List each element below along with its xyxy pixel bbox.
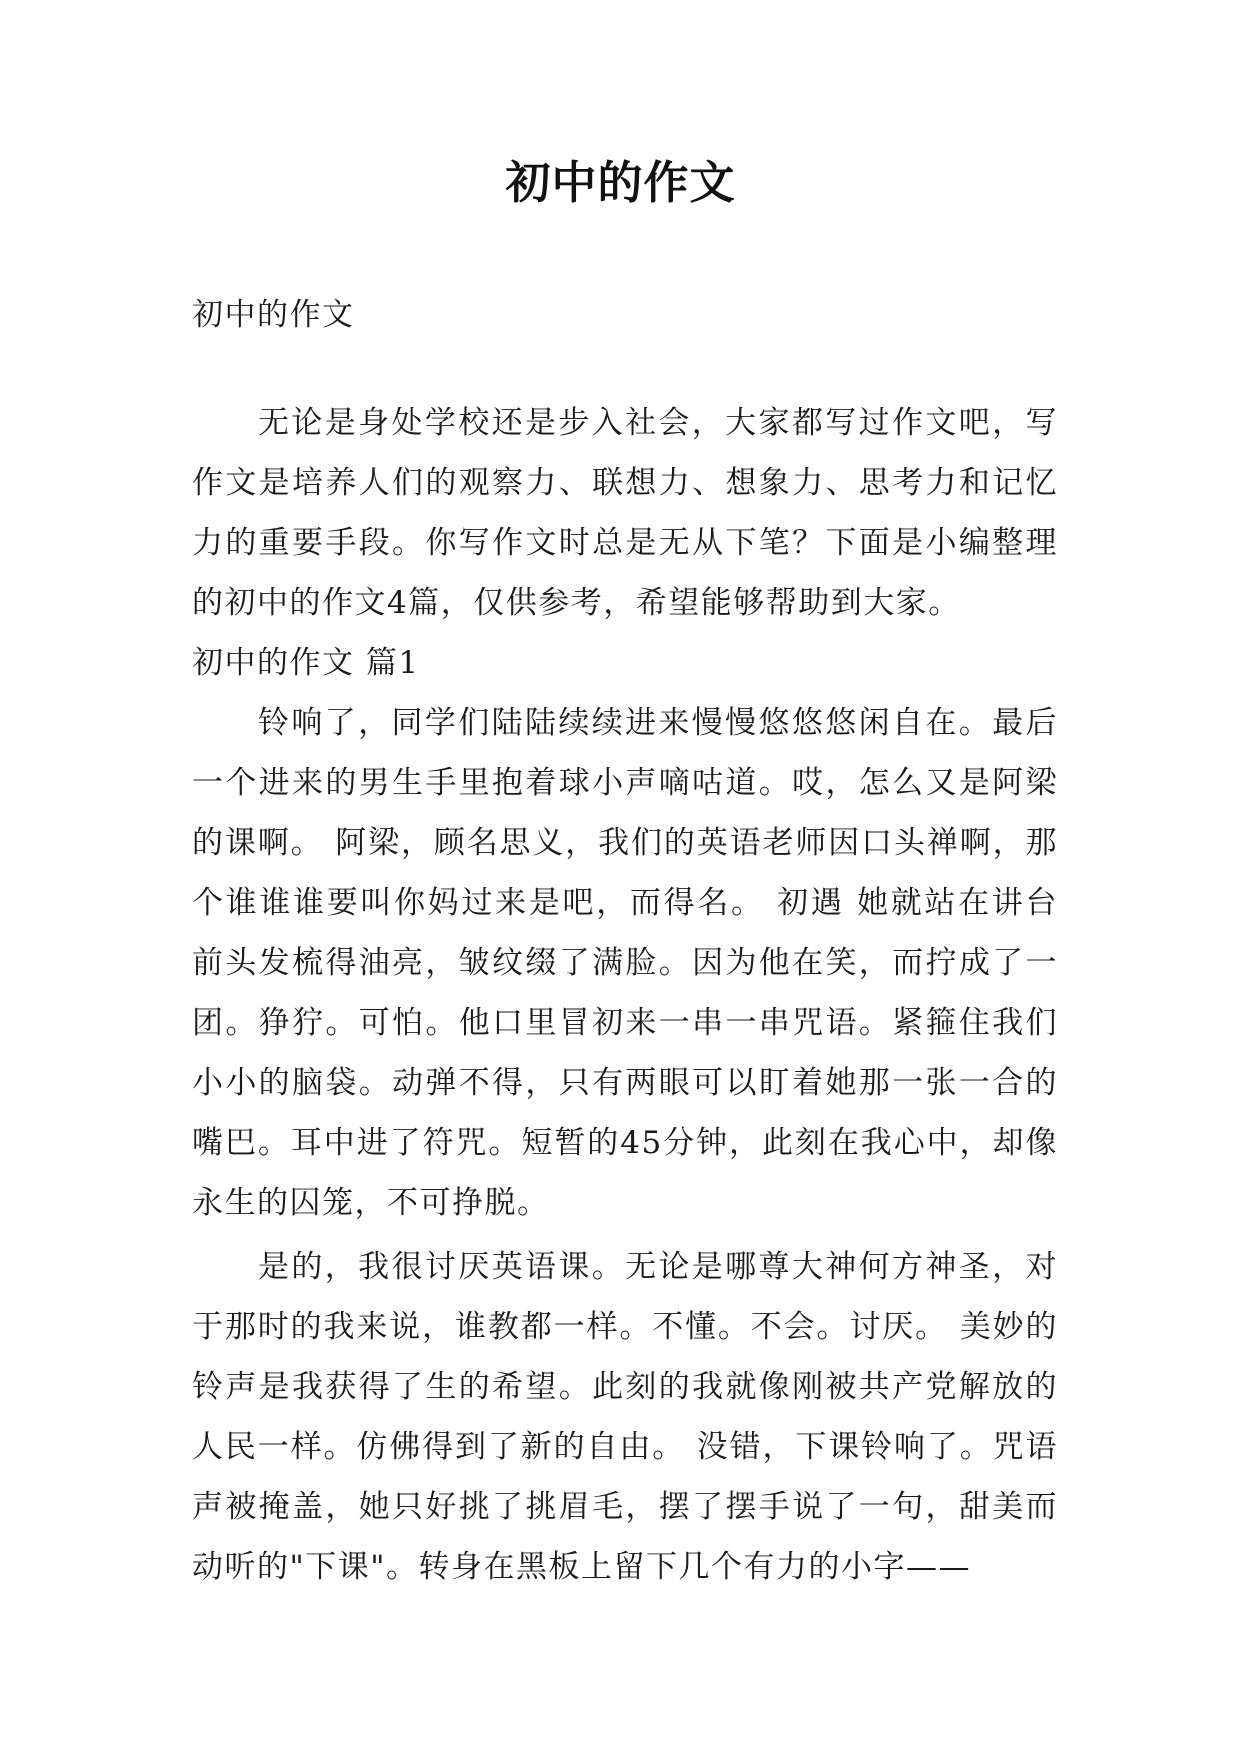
body-paragraph: 铃响了，同学们陆陆续续进来慢慢悠悠悠闲自在。最后一个进来的男生手里抱着球小声嘀咕道。哎，怎么又是阿梁的课啊。 阿梁，顾名思义，我们的英语老师因口头禅啊，那个谁谁谁要叫你妈过来是吧，而得名。 初遇 她就站在讲台前头发梳得油亮，皱纹缀了满脸。因为他在笑，而拧成了一团。狰狞。可怕。他口里冒初来一串一串咒语。紧箍住我们小小的脑袋。动弹不得，只有两眼可以盯着她那一张一合的嘴巴。耳中进了符咒。短暂的45分钟，此刻在我心中，却像永生的囚笼，不可挣脱。 bbox=[192, 705, 1058, 1221]
document-title: 初中的作文 bbox=[505, 156, 736, 209]
section-heading: 初中的作文 篇1 bbox=[192, 645, 420, 681]
body-paragraph: 是的，我很讨厌英语课。无论是哪尊大神何方神圣，对于那时的我来说，谁教都一样。不懂。不会。讨厌。 美妙的铃声是我获得了生的希望。此刻的我就像刚被共产党解放的人民一样。仿佛得到了新的自由。 没错，下课铃响了。咒语声被掩盖，她只好挑了挑眉毛，摆了摆手说了一句，甜美而动听的"下课"。转身在黑板上留下几个有力的小字—— bbox=[192, 1249, 1058, 1585]
intro-paragraph: 无论是身处学校还是步入社会，大家都写过作文吧，写作文是培养人们的观察力、联想力、想象力、思考力和记忆力的重要手段。你写作文时总是无从下笔？下面是小编整理的初中的作文4篇，仅供参考，希望能够帮助到大家。 bbox=[192, 405, 1058, 621]
subtitle: 初中的作文 bbox=[192, 297, 355, 333]
document-body bbox=[192, 285, 1058, 1597]
